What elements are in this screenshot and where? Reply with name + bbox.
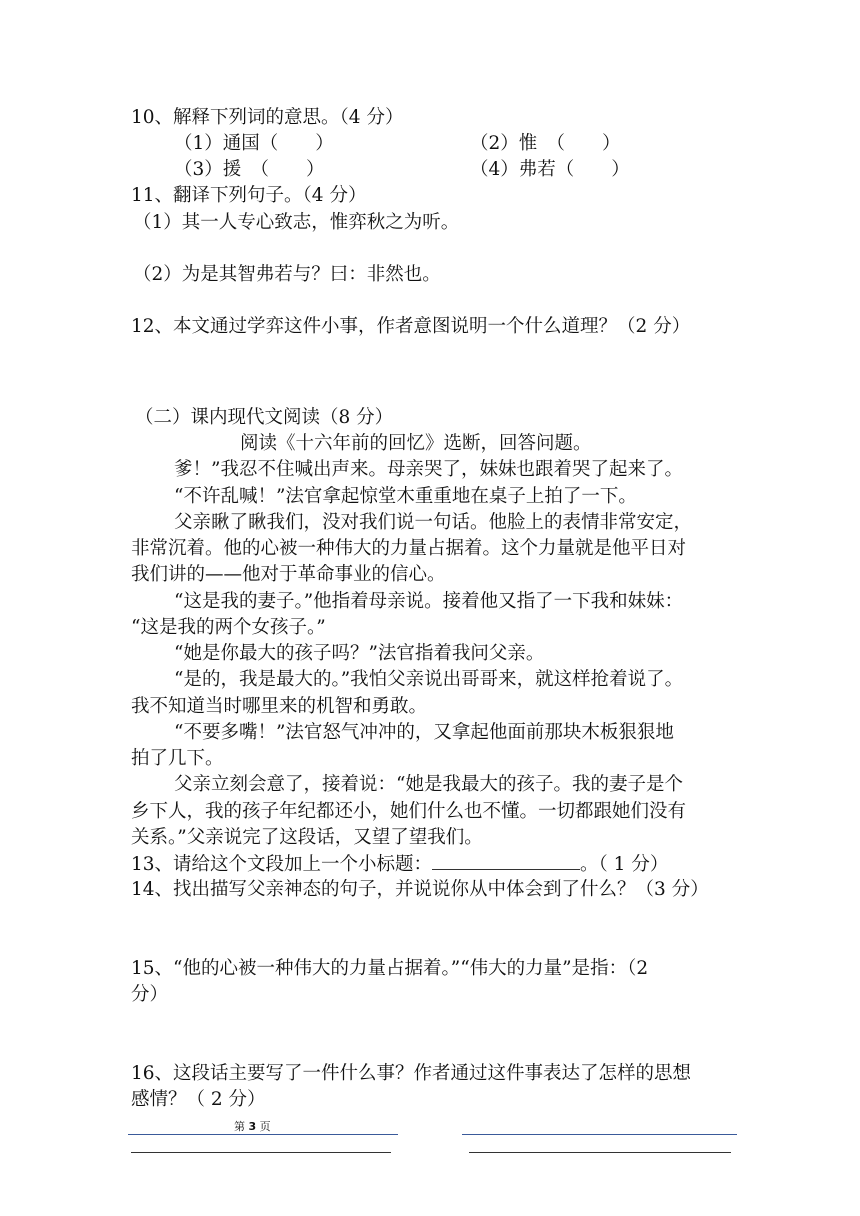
answer-line-right[interactable]	[469, 1152, 731, 1153]
q13-tail: 。（ 1 分）	[580, 854, 669, 875]
q12-question: 12、本文通过学弈这件小事，作者意图说明一个什么道理？（2 分）	[131, 316, 691, 337]
section2-instruction: 阅读《十六年前的回忆》选断，回答问题。	[240, 433, 592, 454]
q11-sentence-2: （2）为是其智弗若与？曰：非然也。	[133, 264, 441, 285]
passage-p8c: 关系。”父亲说完了这段话，又望了望我们。	[131, 827, 483, 848]
passage-p3b: 非常沉着。他的心被一种伟大的力量占据着。这个力量就是他平日对	[131, 538, 687, 559]
passage-p4b: “这是我的两个女孩子。”	[131, 617, 326, 638]
passage-p8a: 父亲立刻会意了，接着说：“她是我最大的孩子。我的妻子是个	[174, 774, 683, 795]
q10-item-4: （4）弗若（ ）	[470, 159, 630, 180]
footer-rule-right	[462, 1134, 737, 1135]
q15-question-line1: 15、“他的心被一种伟大的力量占据着。”“伟大的力量”是指：（2	[131, 958, 649, 979]
passage-p7b: 拍了几下。	[131, 748, 224, 769]
q13-text: 13、请给这个文段加上一个小标题：	[131, 854, 433, 875]
passage-p2: “不许乱喊！”法官拿起惊堂木重重地在桌子上拍了一下。	[174, 486, 637, 507]
q15-question-line2: 分）	[131, 984, 169, 1005]
passage-p1: 爹！”我忍不住喊出声来。母亲哭了，妹妹也跟着哭了起来了。	[174, 459, 683, 480]
page-footer	[234, 1118, 271, 1134]
answer-line-left[interactable]	[131, 1152, 391, 1153]
q11-sentence-1: （1）其一人专心致志，惟弈秋之为听。	[133, 212, 460, 233]
page-number: 3	[248, 1120, 257, 1133]
q10-item-3: （3）援 （ ）	[174, 159, 325, 180]
passage-p8b: 乡下人，我的孩子年纪都还小，她们什么也不懂。一切都跟她们没有	[131, 801, 687, 822]
q10-title: 10、解释下列词的意思。（4 分）	[131, 107, 404, 128]
q13-question	[131, 851, 731, 878]
passage-p5: “她是你最大的孩子吗？”法官指着我问父亲。	[174, 643, 545, 664]
passage-p7a: “不要多嘴！”法官怒气冲冲的，又拿起他面前那块木板狠狠地	[174, 722, 674, 743]
passage-p3a: 父亲瞅了瞅我们，没对我们说一句话。他脸上的表情非常安定，	[174, 512, 693, 533]
footer-suffix: 页	[256, 1120, 271, 1133]
q10-item-1: （1）通国（ ）	[174, 133, 334, 154]
passage-p6a: “是的，我是最大的。”我怕父亲说出哥哥来，就这样抢着说了。	[174, 669, 684, 690]
footer-prefix: 第	[234, 1120, 249, 1133]
q14-question: 14、找出描写父亲神态的句子，并说说你从中体会到了什么？（3 分）	[131, 879, 709, 900]
footer-rule-left	[128, 1134, 398, 1135]
q16-question-line1: 16、这段话主要写了一件什么事？作者通过这件事表达了怎样的思想	[131, 1063, 692, 1084]
passage-p6b: 我不知道当时哪里来的机智和勇敢。	[131, 696, 428, 717]
passage-p4a: “这是我的妻子。”他指着母亲说。接着他又指了一下我和妹妹：	[174, 591, 684, 612]
q11-title: 11、翻译下列句子。（4 分）	[131, 185, 367, 206]
section2-heading: （二）课内现代文阅读（8 分）	[135, 407, 394, 428]
passage-p3c: 我们讲的——他对于革命事业的信心。	[131, 564, 446, 585]
q10-item-2: （2）惟 （ ）	[470, 133, 621, 154]
q13-answer-blank[interactable]	[432, 851, 580, 870]
q16-question-line2: 感情？（ 2 分）	[131, 1089, 266, 1110]
